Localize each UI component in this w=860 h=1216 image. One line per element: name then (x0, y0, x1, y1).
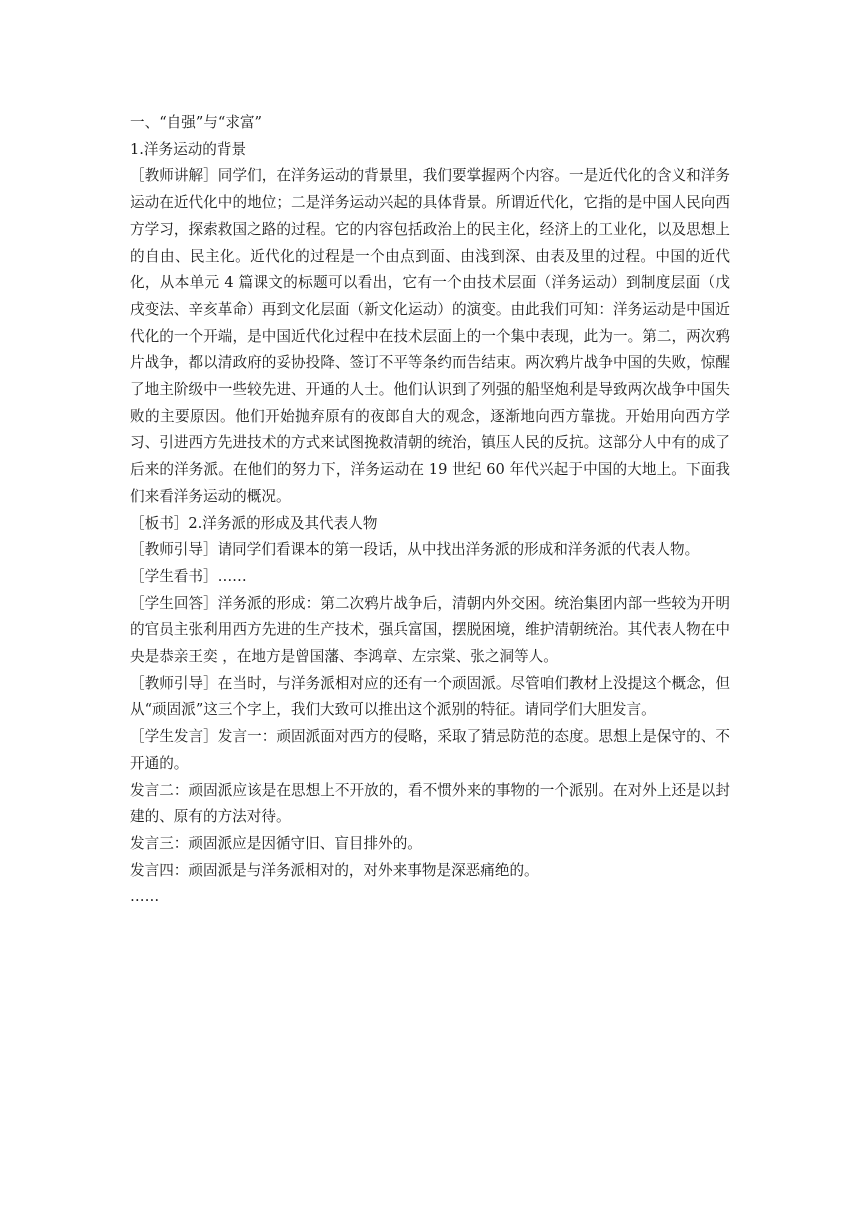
ellipsis-paragraph: …… (130, 888, 160, 906)
student-speech-4-paragraph: 发言四：顽固派是与洋务派相对的，对外来事物是深恶痛绝的。 (130, 861, 539, 879)
student-answer-paragraph: ［学生回答］洋务派的形成：第二次鸦片战争后，清朝内外交困。统治集团内部一些较为开明的官员主张利用西方先进的生产技术，强兵富国，摆脱困境，维护清朝统治。其代表人物在中央是恭亲王奕 ，在地方是曾国藩、李鸿章、左宗棠、张之洞等人。 (130, 594, 730, 666)
student-speech-2-paragraph: 发言二：顽固派应该是在思想上不开放的，看不惯外来的事物的一个派别。在对外上还是以封建的、原有的方法对待。 (130, 781, 730, 826)
student-speech-3-paragraph: 发言三：顽固派应是因循守旧、盲目排外的。 (130, 834, 422, 852)
teacher-guide-paragraph-1: ［教师引导］请同学们看课本的第一段话，从中找出洋务派的形成和洋务派的代表人物。 (130, 541, 700, 559)
document-body (130, 110, 730, 911)
teacher-lecture-paragraph: ［教师讲解］同学们，在洋务运动的背景里，我们要掌握两个内容。一是近代化的含义和洋务运动在近代化中的地位；二是洋务运动兴起的具体背景。所谓近代化，它指的是中国人民向西方学习，探索救国之路的过程。它的内容包括政治上的民主化，经济上的工业化，以及思想上的自由、民主化。近代化的过程是一个由点到面、由浅到深、由表及里的过程。中国的近代化，从本单元 4 篇课文的标题可以看出，它有一个由技术层面（洋务运动）到制度层面（戊戌变法、辛亥革命）再到文化层面（新文化运动）的演变。由此我们可知：洋务运动是中国近代化的一个开端，是中国近代化过程中在技术层面上的一个集中表现，此为一。第二，两次鸦片战争，都以清政府的妥协投降、签订不平等条约而告结束。两次鸦片战争中国的失败，惊醒了地主阶级中一些较先进、开通的人士。他们认识到了列强的船坚炮利是导致两次战争中国失败的主要原因。他们开始抛弃原有的夜郎自大的观念，逐渐地向西方靠拢。开始用向西方学习、引进西方先进技术的方式来试图挽救清朝的统治，镇压人民的反抗。这部分人中有的成了后来的洋务派。在他们的努力下，洋务运动在 19 世纪 60 年代兴起于中国的大地上。下面我们来看洋务运动的概况。 (130, 167, 730, 505)
subsection-heading-background: 1.洋务运动的背景 (130, 140, 247, 158)
blackboard-note-paragraph: ［板书］2.洋务派的形成及其代表人物 (130, 514, 378, 532)
teacher-guide-paragraph-2: ［教师引导］在当时，与洋务派相对应的还有一个顽固派。尽管咱们教材上没提这个概念，但从“顽固派”这三个字上，我们大致可以推出这个派别的特征。请同学们大胆发言。 (130, 674, 730, 719)
student-reading-paragraph: ［学生看书］…… (130, 567, 247, 585)
student-speech-1-paragraph: ［学生发言］发言一：顽固派面对西方的侵略，采取了猜忌防范的态度。思想上是保守的、不开通的。 (130, 728, 730, 772)
section-heading: 一、“自强”与“求富” (130, 114, 262, 131)
